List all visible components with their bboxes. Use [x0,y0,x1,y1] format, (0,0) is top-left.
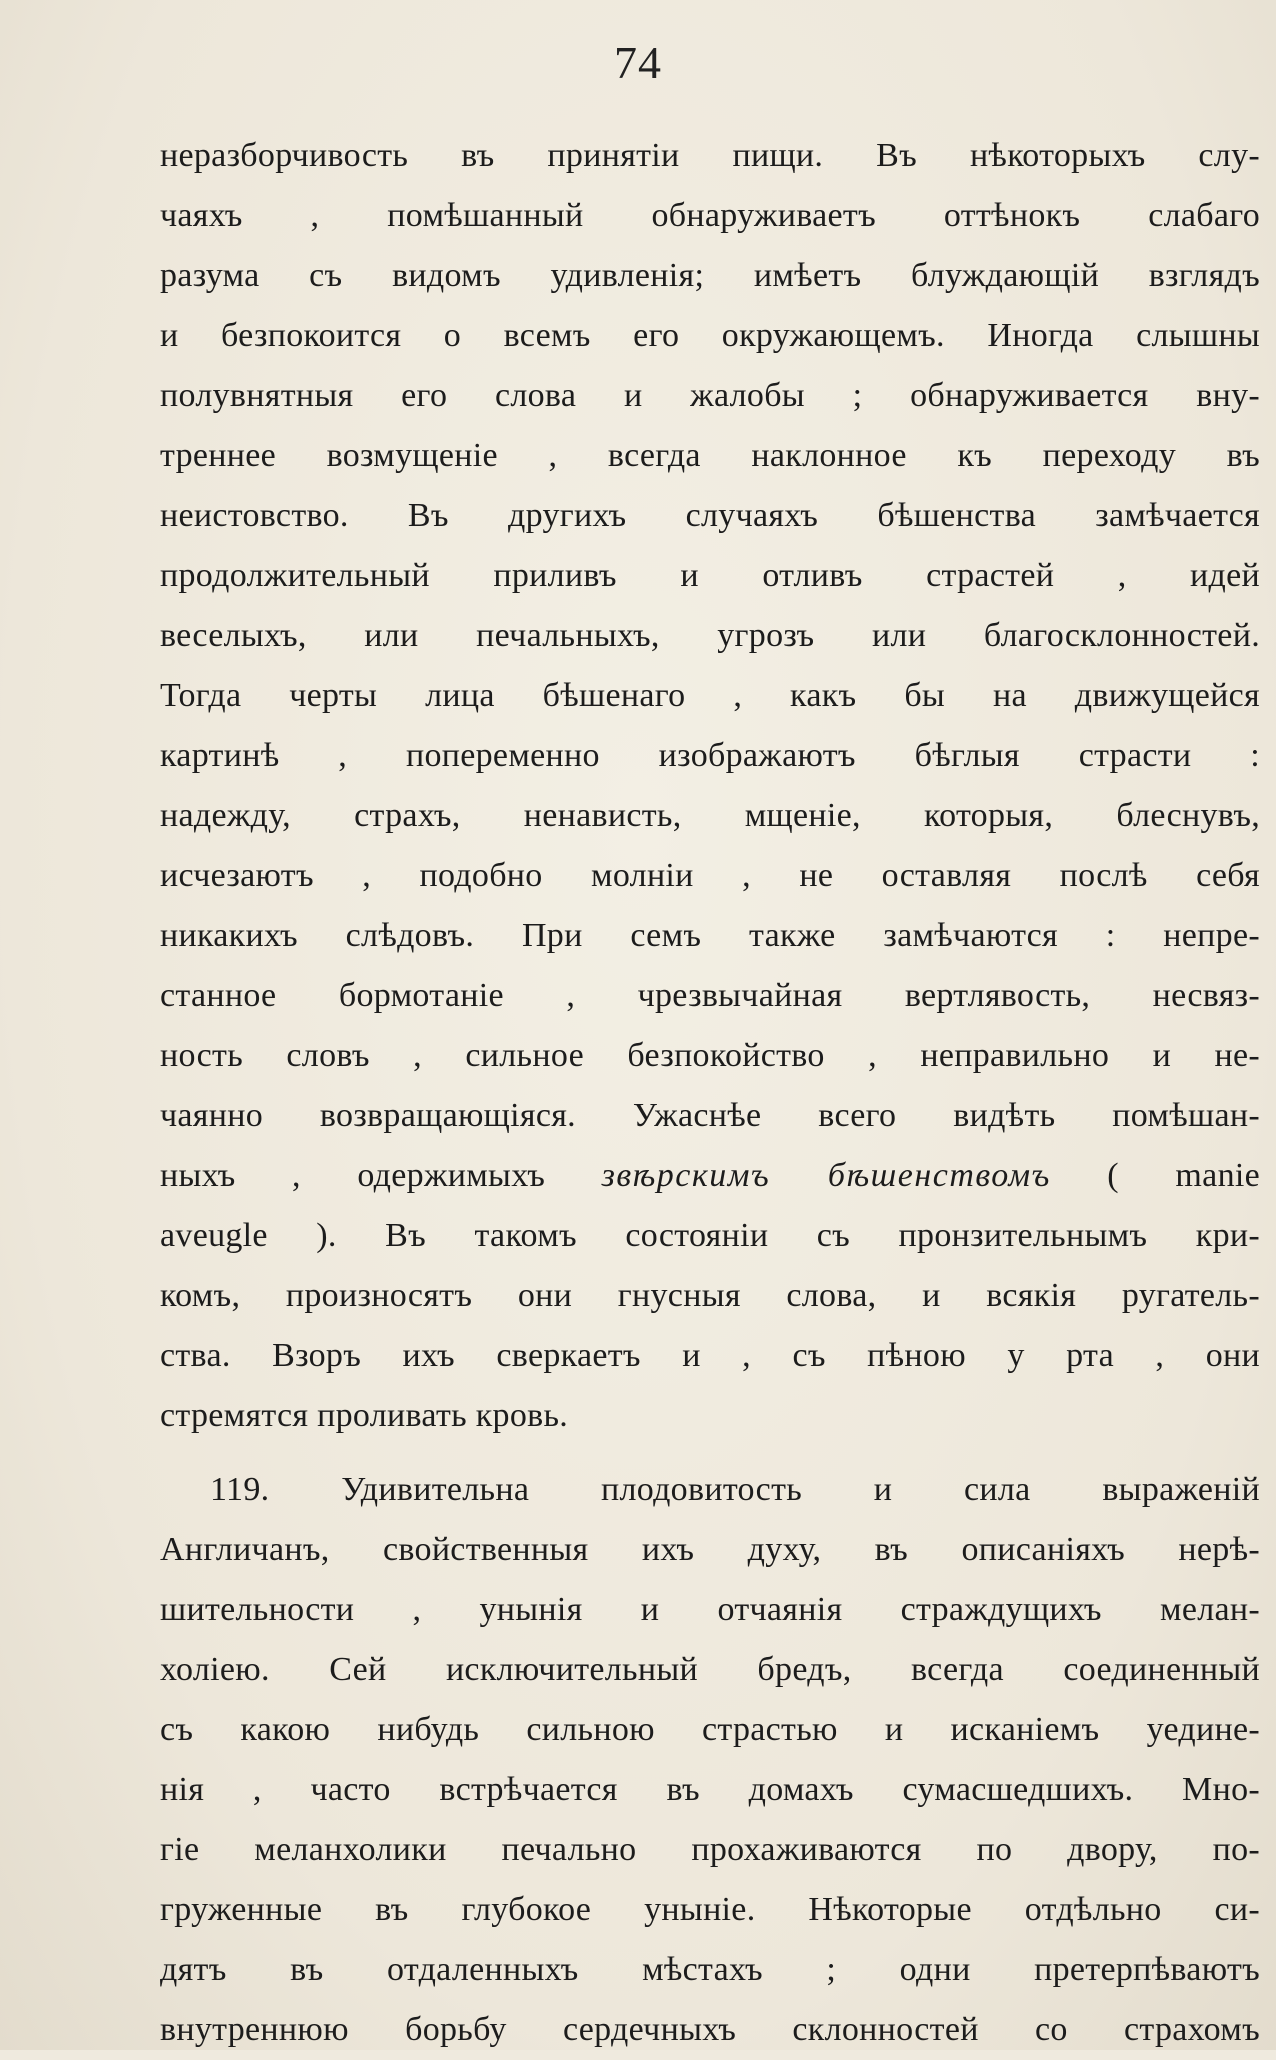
italic-phrase: звѣрскимъ бѣшенствомъ [601,1157,1051,1194]
page-number: 74 [614,37,662,88]
text-fragment: ныхъ , одержимыхъ [160,1157,546,1194]
text-line: шительности , унынія и отчаянія страждущихъ мелан- [160,1591,1260,1628]
text-line: треннее возмущеніе , всегда наклонное къ переходу въ [160,437,1260,474]
text-line: продолжительный приливъ и отливъ страстей , идей [160,557,1260,594]
text-line: Англичанъ, свойственныя ихъ духу, въ описаніяхъ нерѣ- [160,1531,1260,1568]
text-line: aveugle ). Въ такомъ состояніи съ пронзительнымъ кри- [160,1217,1260,1254]
text-line: ность словъ , сильное безпокойство , неправильно и не- [160,1037,1260,1074]
paragraph-gap [160,1446,1260,1460]
text-line: холіею. Сей исключительный бредъ, всегда соединенный [160,1651,1260,1688]
text-line: веселыхъ, или печальныхъ, угрозъ или благосклонностей. [160,617,1260,654]
text-line: Тогда черты лица бѣшенаго , какъ бы на движущейся [160,677,1260,714]
text-line-with-italic [160,1146,1260,1206]
text-line: неистовство. Въ другихъ случаяхъ бѣшенства замѣчается [160,497,1260,534]
text-fragment: ( manie [1107,1157,1261,1194]
text-line: исчезаютъ , подобно молніи , не оставляя послѣ себя [160,857,1260,894]
text-line: неразборчивость въ принятіи пищи. Въ нѣкоторыхъ слу- [160,137,1260,174]
paragraph-2 [160,1460,1260,2060]
text-line: съ какою нибудь сильною страстью и исканіемъ уедине- [160,1711,1260,1748]
text-line: комъ, произносятъ они гнусныя слова, и всякія ругатель- [160,1277,1260,1314]
text-line: и безпокоится о всемъ его окружающемъ. Иногда слышны [160,317,1260,354]
paragraph-1 [160,126,1260,1446]
text-line: картинѣ , попеременно изображаютъ бѣглыя страсти : [160,737,1260,774]
text-line: чаяхъ , помѣшанный обнаруживаетъ оттѣнокъ слабаго [160,197,1260,234]
text-line: никакихъ слѣдовъ. При семъ также замѣчаются : непре- [160,917,1260,954]
text-line: внутреннюю борьбу сердечныхъ склонностей со страхомъ [160,2011,1260,2048]
text-line: станное бормотаніе , чрезвычайная вертлявость, несвяз- [160,977,1260,1014]
text-line: нія , часто встрѣчается въ домахъ сумасшедшихъ. Мно- [160,1771,1260,1808]
text-line: разума съ видомъ удивленія; имѣетъ блуждающій взглядъ [160,257,1260,294]
text-line: надежду, страхъ, ненависть, мщеніе, которыя, блеснувъ, [160,797,1260,834]
text-line: ства. Взоръ ихъ сверкаетъ и , съ пѣною у рта , они [160,1337,1260,1374]
text-line: чаянно возвращающіяся. Ужаснѣе всего видѣть помѣшан- [160,1097,1260,1134]
text-line-last: стремятся проливать кровь. [160,1397,569,1434]
text-line: дятъ въ отдаленныхъ мѣстахъ ; одни претерпѣваютъ [160,1951,1260,1988]
text-line: груженные въ глубокое уныніе. Нѣкоторые отдѣльно си- [160,1891,1260,1928]
page-text [160,126,1260,2060]
text-line-first: 119. Удивительна плодовитость и сила выраженій [210,1471,1260,1508]
text-line: полувнятныя его слова и жалобы ; обнаруживается вну- [160,377,1260,414]
text-line: гіе меланхолики печально прохаживаются по двору, по- [160,1831,1260,1868]
